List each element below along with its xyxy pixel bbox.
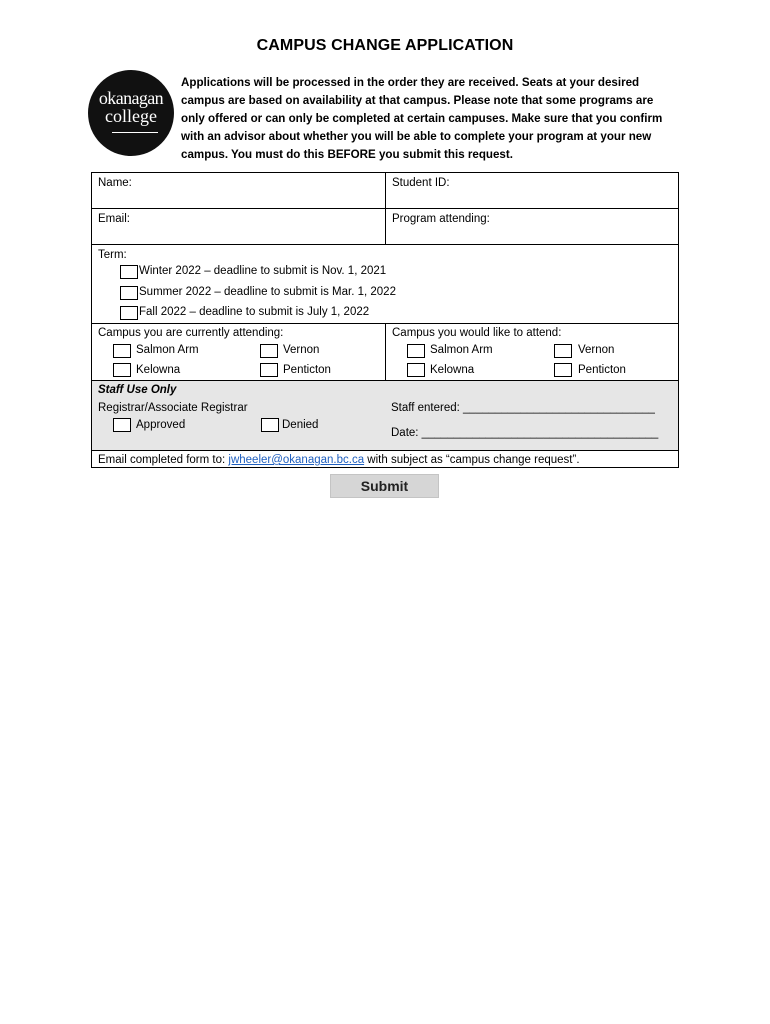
email-instructions-suffix: with subject as “campus change request”. [364,454,580,466]
student-id-field[interactable]: Student ID: [392,177,450,189]
name-field[interactable]: Name: [98,177,132,189]
column-divider [385,323,386,381]
current-salmon-arm-checkbox[interactable] [113,344,131,358]
desired-vernon-checkbox[interactable] [554,344,572,358]
email-instructions-prefix: Email completed form to: [98,454,229,466]
logo-text-line2: college [105,106,157,126]
desired-penticton-label: Penticton [578,364,626,376]
program-field[interactable]: Program attending: [392,213,490,225]
current-campus-label: Campus you are currently attending: [98,327,284,339]
desired-vernon-label: Vernon [578,344,615,356]
desired-salmon-arm-label: Salmon Arm [430,344,493,356]
current-kelowna-label: Kelowna [136,364,181,376]
college-logo [88,70,174,156]
desired-kelowna-label: Kelowna [430,364,475,376]
desired-penticton-checkbox[interactable] [554,363,572,377]
email-link[interactable]: jwheeler@okanagan.bc.ca [228,454,365,466]
current-penticton-checkbox[interactable] [260,363,278,377]
term-fall-checkbox[interactable] [120,306,138,320]
term-summer-label: Summer 2022 – deadline to submit is Mar. 1, 2022 [139,286,396,298]
desired-kelowna-checkbox[interactable] [407,363,425,377]
term-label: Term: [98,249,127,261]
email-instructions [98,454,580,466]
current-penticton-label: Penticton [283,364,331,376]
registrar-label: Registrar/Associate Registrar [98,402,248,414]
logo-text-line1: okanagan [98,88,164,108]
staff-use-title: Staff Use Only [98,384,177,396]
denied-label: Denied [282,419,319,431]
term-winter-checkbox[interactable] [120,265,138,279]
logo-rule [112,132,158,133]
email-field[interactable]: Email: [98,213,130,225]
row-divider [92,450,678,451]
approved-checkbox[interactable] [113,418,131,432]
current-kelowna-checkbox[interactable] [113,363,131,377]
desired-campus-label: Campus you would like to attend: [392,327,562,339]
approved-label: Approved [136,419,186,431]
submit-button[interactable]: Submit [330,474,439,498]
application-form [91,172,679,468]
date-field[interactable]: Date: _____________________________________ [391,427,659,439]
term-summer-checkbox[interactable] [120,286,138,300]
staff-entered-field[interactable]: Staff entered: ______________________________ [391,402,655,414]
term-winter-label: Winter 2022 – deadline to submit is Nov. 1, 2021 [139,265,387,277]
desired-salmon-arm-checkbox[interactable] [407,344,425,358]
term-fall-label: Fall 2022 – deadline to submit is July 1, 2022 [139,306,370,318]
denied-checkbox[interactable] [261,418,279,432]
page-title: CAMPUS CHANGE APPLICATION [256,37,514,54]
column-divider [385,173,386,245]
current-vernon-label: Vernon [283,344,320,356]
current-vernon-checkbox[interactable] [260,344,278,358]
current-salmon-arm-label: Salmon Arm [136,344,199,356]
intro-text: Applications will be processed in the order they are received. Seats at your desired campus are based on availability at that campus. Please note that some programs are only offered or can only be completed at certain campuses. Make sure that you confirm with an advisor about whether you will be able to complete your program at your new campus. You must do this BEFORE you submit this request. [181,76,663,161]
staff-use-section [92,381,678,450]
